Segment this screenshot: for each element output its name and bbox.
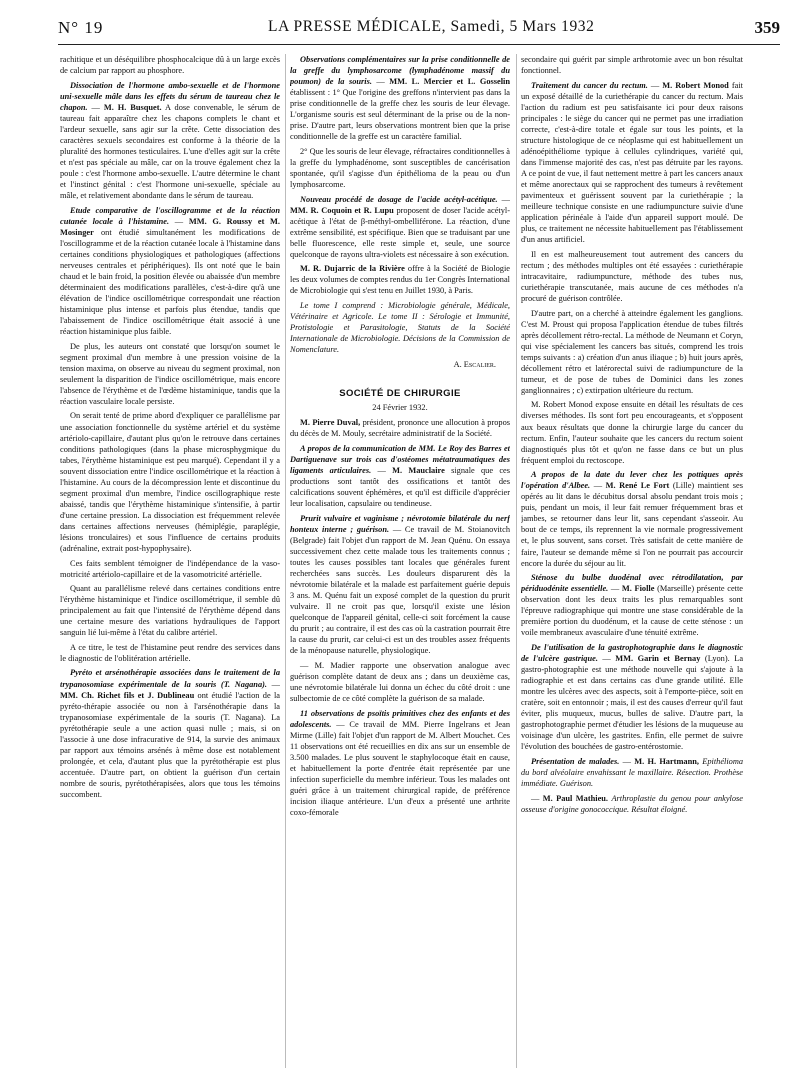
article-dujarric — [290, 263, 510, 296]
article-heading: 11 observations de psoïtis primitives chez des enfants et des adolescents. — [290, 708, 510, 729]
author: M. H. Busquet. — [103, 102, 162, 112]
author: MM. L. Mercier et L. Gosselin — [389, 77, 510, 87]
article-text: — Ce travail de M. Stoianovitch (Belgrade) fait l'objet d'un rapport de M. Jean Quénu. On essaya successivement chez cette malade tous les traitements connus ; toutes les causes possibles tant locales que générales furent recherchées sans succès. Les douleurs disparurent dès la névrotomie bilatérale et la malade est parfaitement guérie depuis 3 ans. M. Quénu fait un exposé complet de la question du prurit vulvaire. Il ne croit pas que, lorsqu'il existe une lésion quelconque de l'appareil génital, celle-ci soit forcément la cause du prurit ; au contraire, il est des cas où la castration pourrait être la cause du prurit, car celui-ci est un des troubles assez fréquents de la ménopause naturelle, physiologique. — [290, 524, 510, 656]
article-text: (Lyon). La gastro-photographie est une méthode nouvelle qui s'ajoute à la radiographie et est dans certains cas d'une grande utilité. Elle montre les ulcères avec des aspects, soit à l'emporte-pièce, soit en cratère, soit en entonnoir ; mais, il est des causes d'erreur qu'il faut éviter, plis muqueux, mucus, bulles de salive. D'autre part, la gastrophotographie permet d'étudier les lésions de la muqueuse au voisinage d'un ulcère, les gastrites. Enfin, elle permet de suivre l'évolution des bouchées de gastro-entérostomie. — [521, 653, 743, 752]
article-text: fait un exposé détaillé de la curiethérapie du cancer du rectum. Mais l'action du radium est peu satisfaisante ici pour deux raisons principales : le siège du cancer qui ne permet pas une irradiation correcte, c'est-à-dire totale et égale sur tous les points, et la structure histologique de ce néoplasme qui est habituellement un adénoépithéliome typique à cellules cylindriques, variété qui, dans l'immense majorité des cas, n'est pas détruite par les rayons. A ce point de vue, il faut nettement mettre à part les cancers anaux et même anorectaux qui se rapprochent des tumeurs à revêtement pavimenteux et guérissent souvent par la curiethérapie ; la meilleure technique consiste en une radiumpuncture suivie d'une application périnéale à l'aide d'un appareil support moulé. De plus, ce traitement ne nécessite habituellement pas l'établissement d'un anus artificiel. — [521, 80, 743, 245]
paragraph: A ce titre, le test de l'histamine peut rendre des services dans le diagnostic de l'oblitération artérielle. — [60, 642, 280, 663]
article-text: ont étudié simultanément les modifications de l'oscillogramme et de la réaction cutanée locale à l'histamine dans certaines conditions physiologiques et pathologiques (affections nerveuses centrales et périphériques). Ils ont noté que le bain chaud et le bain froid, la position élevée ou abaissée d'un membre déterminaient des modifications parallèles, c'est-à-dire qu'à une élévation de l'indice oscillométrique correspondait une réaction histaminique plus intense et parfois plus étendue, tandis que l'abaissement de l'indice oscillométrique était associé à une réaction histaminique plus faible. — [60, 227, 280, 337]
article-text: offre à la Société de Biologie les deux volumes de comptes rendus du 1er Congrès International de Microbiologie qui s'est tenu en Juillet 1930, à Paris. — [290, 264, 510, 296]
author: M. René Le Fort — [605, 481, 670, 491]
journal-title: LA PRESSE MÉDICALE, Samedi, 5 Mars 1932 — [268, 18, 595, 35]
paragraph: secondaire qui guérit par simple arthrotomie avec un bon résultat fonctionnel. — [521, 55, 743, 76]
paragraph: — M. Madier rapporte une observation analogue avec guérison complète datant de deux ans ; dans un deuxième cas, une névrotomie bilatérale lui donna un échec du côté droit : une sulbectomie de ce côté complète la guérison de sa malade. — [290, 660, 510, 703]
paragraph: rachitique et un déséquilibre phosphocalcique dû à un large excès de calcium par rapport au phosphore. — [60, 55, 280, 76]
paragraph: Quant au parallélisme relevé dans certaines conditions entre l'érythème histaminique et l'indice oscillométrique, il semble dû principalement au fait que l'intensité de l'érythème dépend dans une certaine mesure des variations hydrauliques de l'apport sanguin lié lui-même à l'état du calibre artériel. — [60, 584, 280, 638]
column-divider — [516, 54, 517, 1068]
paragraph: 2° Que les souris de leur élevage, réfractaires conditionnelles à la greffe du lymphadénome, sont susceptibles de cancérisation spontanée, qu'il s'agisse d'un épithélioma de la peau ou d'un lymphosarcome. — [290, 146, 510, 190]
article-roussy: Etude comparative de l'oscillogramme et de la réaction cutanée locale à l'histamine. — MM. G. Roussy et M. Mosinger ont étudié simultanément les modifications de l'oscillogramme et de la réaction cutanée locale à l'histamine dans certaines conditions physiologiques et pathologiques (affections nerveuses centrales et périphériques). Ils ont noté que le bain chaud et le bain froid, la position élevée ou abaissée d'un membre déterminaient des modifications parallèles, c'est-à-dire qu'à une élévation de l'indice oscillométrique correspondait une réaction histaminique plus intense et parfois plus étendue, tandis que l'abaissement de l'indice oscillométrique était associé à une réaction histaminique plus faible. — [60, 205, 280, 337]
author: M. Robert Monod — [662, 80, 729, 90]
article-heading: Nouveau procédé de dosage de l'acide acétyl-acétique. — [300, 194, 498, 204]
article-text: proposent de doser l'acide acétyl-acétique à l'état de β-méthyl-ombelliférone. La réaction, d'une extrême sensibilité, est spécifique. Bien que se traduisant par une belle fluorescence, elle reste simple et, seule, une source quelconque de rayons ultra-violets est nécessaire à son exécution. — [290, 205, 510, 259]
section-date: 24 Février 1932. — [372, 403, 428, 413]
author: M. Pierre Duval, — [300, 418, 361, 428]
article-heading: Etude comparative de l'oscillogramme et de la réaction cutanée locale à l'histamine. — [60, 205, 280, 226]
article-text: A dose convenable, le sérum de taureau fait apparaître chez les chapons complets le chant et l'ardeur sexuelle, sans agir sur la crête. Cette dissociation des caractères sexuels secondaires est conforme à la théorie de la pluralité des hormones testiculaires. L'une d'elles agit sur la crête et n'est pas spéciale au mâle, car on la trouve également chez la poule : c'est l'hormone ambo-sexuelle. L'autre détermine le chant et l'instinct génital : c'est l'hormone uni-sexuelle, spéciale au mâle, et relativement abondante dans le sérum de taureau. — [60, 102, 280, 201]
article-mauclaire: A propos de la communication de MM. Le Roy des Barres et Dartiguenave sur trois cas d'ostéomes métatraumatiques des ligaments articulaires. — M. Mauclaire signale que ces productions sont tantôt des ossifications et tantôt des calcifications souvent éphémères, et qu'il est difficile d'apprécier leur localisation, capsulaire ou tendineuse. — [290, 443, 510, 509]
article-duval — [290, 417, 510, 439]
article-text: Epithélioma du bord alvéolaire envahissant le maxillaire. Résection. Prothèse immédiate. Guérison. — [521, 756, 743, 788]
article-heading: Pyréto et arsénothérapie associées dans le traitement de la trypanosomiase expérimentale de la souris (T. Nagana). — [60, 668, 280, 689]
paragraph: Ces faits semblent témoigner de l'indépendance de la vaso-motricité artériolo-capillaire et de la vasomotricité artérielle. — [60, 558, 280, 579]
article-text: (Lille) maintient ses opérés au lit dans le décubitus dorsal absolu pendant trois mois ; puis, pendant un mois, il leur fait remuer fréquemment bras et jambes, se retourner dans leur lit, sans cependant s'asseoir. Au bout de ce temps, ils reprennent la vie normale progressivement et, le plus souvent, sans corset. Très satisfait de cette manière de faire, l'auteur se demande même si l'on ne pourrait pas accourcir encore la durée du séjour au lit. — [521, 481, 743, 568]
article-heading: Prurit vulvaire et vaginisme ; névrotomie bilatérale du nerf honteux interne ; guérison. — [290, 513, 510, 534]
article-text: ont étudié l'action de la pyréto-thérapie associée ou non à l'arsénothérapie dans la trypanosomiase expérimentale de la souris (T. Nagana). La pyrétothérapie seule a une action quasi nulle ; mais, si on l'associe à une dose infracurative de 914, la survie des animaux par rapport aux témoins arsénés à même dose est notablement prolongée, et cela, d'autant plus que la pyrétothérapie est plus accentuée. D'autre part, on obtient la guérison d'un certain nombre de souris, pyrétothérapisées, alors que tous les témoins succombent. — [60, 690, 280, 799]
article-text: établissent : 1° Que l'origine des greffons n'intervient pas dans la prise conditionnelle de la greffe chez les souris de leur élevage. L'organisme souris est seul déterminant de la prise ou de la non-prise. D'autre part, leurs observations montrent bien que la prise conditionnelle de la greffe est un caractère familial. — [290, 88, 510, 142]
article-heading: Présentation de malades. — [531, 756, 620, 766]
column-divider — [285, 54, 286, 1068]
paragraph: De plus, les auteurs ont constaté que lorsqu'on soumet le segment proximal d'un membre à une pression voisine de la tension maxima, on observe au niveau du segment proximal, non seulement la disparition de l'indice oscillométrique, mais encore l'absence de l'érythème et de l'œdème histaminique, tandis que la réaction vasculaire locale persiste. — [60, 341, 280, 406]
article-busquet: Dissociation de l'hormone ambo-sexuelle et de l'hormone uni-sexuelle mâle dans les effets du sérum de taureau chez le chapon. — M. H. Busquet. A dose convenable, le sérum de taureau fait apparaître chez les chapons complets le chant et l'ardeur sexuelle, sans agir sur la crête. Cette dissociation des caractères sexuels secondaires est conforme à la théorie de la pluralité des hormones testiculaires. L'une d'elles agit sur la crête et n'est pas spéciale au mâle, car on la trouve également chez la poule : c'est l'hormone ambo-sexuelle. L'autre détermine le chant et l'instinct génital : c'est l'hormone uni-sexuelle, spéciale au mâle, et relativement abondante dans le sérum de taureau. — [60, 80, 280, 201]
paragraph: Il en est malheureusement tout autrement des cancers du rectum ; des méthodes multiples ont été essayées : curiethérapie intracavitaire, radiumpuncture, méthode des tubes nus, curiethérapie transcutanée, mais aucune de ces méthodes n'a procuré de guérison contrôlée. — [521, 249, 743, 303]
article-heading: Sténose du bulbe duodénal avec rétrodilatation, par périduodénite essentielle. — [521, 573, 743, 594]
article-garin: De l'utilisation de la gastrophotographie dans le diagnostic de l'ulcère gastrique. — MM. Garin et Bernay (Lyon). La gastro-photographie est une méthode nouvelle qui s'ajoute à la radiographie et est dans certains cas d'une grande utilité. Elle montre les ulcères avec des aspects, soit à l'emporte-pièce, soit en cratère, soit en entonnoir ; mais, il est des causes d'erreur qu'il faut éviter, plis muqueux, mucus, bulles de salive. D'autre part, la gastrophotographie permet d'étudier les lésions de la muqueuse au voisinage d'un ulcère, les gastrites. Enfin, elle permet de suivre l'évolution des bouchées de gastro-entérostomie. — [521, 642, 743, 752]
article-text: (Marseille) présente cette observation dont les deux traits les plus remarquables sont l'épreuve radiographique qui montre une stase considérable de la première portion du duodénum, et la cause de cette sténose : un voile membraneux avasculaire d'une ténuité extrême. — [521, 584, 743, 638]
article-mathieu: — M. Paul Mathieu. Arthroplastie du genou pour ankylose osseuse d'origine gonococcique. Résultat éloigné. — [521, 793, 743, 814]
author: MM. Ch. Richet fils et J. Dublineau — [60, 690, 195, 700]
author: M. Paul Mathieu. — [542, 793, 609, 803]
column-left — [60, 54, 280, 1068]
article-heading: A propos de la date du lever chez les pottiques après l'opération d'Albee. — [521, 470, 743, 491]
article-richet: Pyréto et arsénothérapie associées dans le traitement de la trypanosomiase expérimentale de la souris (T. Nagana). — MM. Ch. Richet fils et J. Dublineau ont étudié l'action de la pyréto-thérapie associée ou non à l'arsénothérapie dans la trypanosomiase expérimentale de la souris (T. Nagana). La pyrétothérapie seule a une action quasi nulle ; mais, si on l'associe à une dose infracurative de 914, la survie des animaux par rapport aux témoins arsénés à même dose est notablement prolongée, et cela, d'autant plus que la pyrétothérapie est plus accentuée. D'autre part, on obtient la guérison d'un certain nombre de souris, pyrétothérapisées, alors que tous les témoins succombent. — [60, 668, 280, 799]
article-mercier: Observations complémentaires sur la prise conditionnelle de la greffe du lymphosarcome (lymphadénome massif du poumon) de la souris. — MM. L. Mercier et L. Gosselin établissent : 1° Que l'origine des greffons n'intervient pas dans la prise conditionnelle de la greffe chez les souris de leur élevage. L'organisme souris est seul déterminant de la prise ou de la non-prise. D'autre part, leurs observations montrent bien que la prise conditionnelle de la greffe est un caractère familial. — [290, 55, 510, 142]
column-middle — [290, 54, 510, 1068]
article-text: signale que ces productions sont tantôt des ossifications et tantôt des calcifications souvent éphémères, et qu'il est difficile d'apprécier leur localisation, capsulaire ou tendineuse. — [290, 466, 510, 509]
article-text: Arthroplastie du genou pour ankylose osseuse d'origine gonococcique. Résultat éloigné. — [521, 793, 743, 814]
page-header — [58, 14, 780, 45]
article-ingelrans — [290, 708, 510, 818]
author: MM. R. Coquoin et R. Lupu — [290, 205, 394, 215]
author: M. R. Dujarric de la Rivière — [300, 264, 405, 274]
article-heading: Traitement du cancer du rectum. — [531, 80, 648, 90]
author: MM. G. Roussy et M. Mosinger — [60, 216, 280, 237]
author: MM. Garin et Bernay — [615, 653, 701, 663]
article-heading: A propos de la communication de MM. Le Roy des Barres et Dartiguenave sur trois cas d'ostéomes métatraumatiques des ligaments articulaires. — [290, 443, 510, 476]
article-lefort: A propos de la date du lever chez les pottiques après l'opération d'Albee. — M. René Le Fort (Lille) maintient ses opérés au lit dans le décubitus dorsal absolu pendant trois mois ; puis, pendant un mois, il leur fait remuer fréquemment bras et jambes, se retourner dans leur lit, sans cependant s'asseoir. Au bout de ce temps, ils reprennent la vie normale progressivement et, le plus souvent, sans corset. Très satisfait de cette manière de faire, l'auteur se demande même si l'on ne pourrait pas accourcir encore la durée du séjour au lit. — [521, 470, 743, 568]
author: M. Mauclaire — [392, 466, 445, 476]
signature: A. Escalier. — [453, 360, 496, 370]
paragraph: On serait tenté de prime abord d'expliquer ce parallélisme par une association fonctionnelle du système artériel et du système artériolo-capillaire, d'autant plus qu'on le retrouve dans certaines conditions pathologiques (dans la phase microsphygmique du tabes, l'érythème histaminique est peu marqué). Cependant il y a souvent dissociation entre l'indice oscillométrique et la réaction à l'histamine. Au cours de la décompression lente et discontinue du segment proximal d'un membre, l'indice oscillographique reste abaissé, tandis que l'érythème histaminique s'intensifie, à partir d'une certaine pression. La dissociation est fréquemment relevée dans certaines affections nerveuses (hémiplégie, paraplégie, lésions tronculaires) et sous l'influence de certains produits (adrénaline, extrait post-hypophysaire). — [60, 411, 280, 554]
author: M. H. Hartmann, — [634, 756, 699, 766]
article-heading: De l'utilisation de la gastrophotographie dans le diagnostic de l'ulcère gastrique. — [521, 642, 743, 663]
paragraph: Le tome I comprend : Microbiologie générale, Médicale, Vétérinaire et Agricole. Le tome II : Sérologie et Immunité, Protistologie et Parasitologie, Statuts de la Société Internationale de Microbiologie. Décisions de la Commission de Nomenclature. — [290, 300, 510, 355]
author: M. Fiolle — [621, 584, 655, 594]
article-text: — Ce travail de MM. Pierre Ingelrans et Jean Mirme (Lille) fait l'objet d'un rapport de M. Albert Mouchet. Ces 11 observations ont été recueillies en dix ans sur un ensemble de 3.500 malades. Le plus souvent le staphylocoque était en cause, et habituellement la porte d'entrée était représentée par une infection superficielle du membre inférieur. Tous les malades ont guéri grâce à un traitement chirurgical rapide, de préférence incision iliaque antérieure. L'un d'eux a présenté une arthrite coxo-fémorale — [290, 719, 510, 817]
paragraph: D'autre part, on a cherché à atteindre également les ganglions. C'est M. Proust qui proposa l'application étendue de tubes filtrés après décollement rétro-rectal. La méthode de Neumann et Coryn, qui vise spécialement les cancers bas situés, comprend les trois temps suivants : a) création d'un anus iliaque ; b) huit jours après, décollement rétro et latérorectal suivi de radiumpuncture de la tumeur, et de pose de tubes de Dominici dans les zones ganglionnaires ; c) extirpation ultérieure du rectum. — [521, 308, 743, 395]
article-heading: Dissociation de l'hormone ambo-sexuelle et de l'hormone uni-sexuelle mâle dans les effets du sérum de taureau chez le chapon. — [60, 80, 280, 112]
article-text: président, prononce une allocution à propos du décès de M. Mouly, secrétaire administratif de la Société. — [290, 418, 510, 439]
issue-number: N° 19 — [58, 18, 104, 37]
article-coquoin: Nouveau procédé de dosage de l'acide acétyl-acétique. — MM. R. Coquoin et R. Lupu proposent de doser l'acide acétyl-acétique à l'état de β-méthyl-ombelliférone. La réaction, d'une extrême sensibilité, est spécifique. Bien que se traduisant par une belle fluorescence, elle reste simple et, seule, une source quelconque de rayons ultra-violets est nécessaire à son exécution. — [290, 194, 510, 259]
article-fiolle: Sténose du bulbe duodénal avec rétrodilatation, par périduodénite essentielle. — M. Fiolle (Marseille) présente cette observation dont les deux traits les plus remarquables sont l'épreuve radiographique qui montre une stase considérable de la première portion du duodénum, et la cause de cette sténose : un voile membraneux avasculaire d'une ténuité extrême. — [521, 573, 743, 638]
article-hartmann: Présentation de malades. — M. H. Hartmann, Epithélioma du bord alvéolaire envahissant le maxillaire. Résection. Prothèse immédiate. Guérison. — [521, 756, 743, 788]
page-number: 359 — [754, 18, 780, 37]
section-title: SOCIÉTÉ DE CHIRURGIE — [339, 388, 461, 400]
article-heading: Observations complémentaires sur la prise conditionnelle de la greffe du lymphosarcome (lymphadénome massif du poumon) de la souris. — [290, 55, 510, 87]
article-stoianovitch — [290, 513, 510, 657]
column-right — [521, 54, 743, 1068]
paragraph: M. Robert Monod expose ensuite en détail les résultats de ces diverses méthodes. Ils sont fort peu encourageants, et s'opposent aux beaux résultats que donne la chirurgie large du cancer du rectum. Enfin, l'auteur souhaite que les cancers du rectum soient diagnostiqués plus tôt et qu'on ne fasse dans ce but un plus fréquent emploi du rectoscope. — [521, 400, 743, 465]
article-monod: Traitement du cancer du rectum. — M. Robert Monod fait un exposé détaillé de la curiethérapie du cancer du rectum. Mais l'action du radium est peu satisfaisante ici pour deux raisons principales : le siège du cancer qui ne permet pas une irradiation correcte, c'est-à-dire totale et égale sur tous les points, et la structure histologique de ce néoplasme qui est habituellement un adénoépithéliome typique à cellules cylindriques, variété qui, dans l'immense majorité des cas, n'est pas détruite par les rayons. A ce point de vue, il faut nettement mettre à part les cancers anaux et même anorectaux qui se rapprochent des tumeurs à revêtement pavimenteux et guérissent souvent par la curiethérapie ; la meilleure technique consiste en une radiumpuncture suivie d'une application périnéale à l'aide d'un appareil support moulé. De plus, ce traitement ne nécessite habituellement pas l'établissement d'un anus artificiel. — [521, 80, 743, 245]
